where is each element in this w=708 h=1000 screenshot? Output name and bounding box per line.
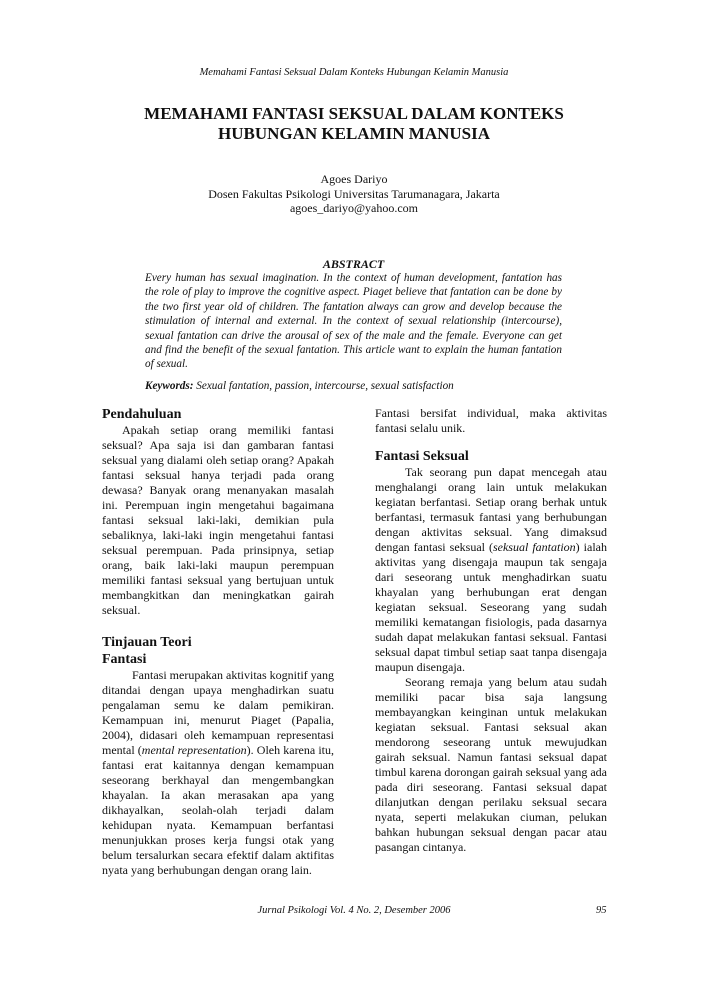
fantasi-text-2: ). Oleh karena itu, fantasi erat kaitannya dengan kemampuan seseorang berkhayal dan mengembangkan khayalan. Ia akan merasakan apa yang dikhayalkan, seolah-olah terjadi dalam kehidupan nyata. Kemampuan berfantasi menunjukkan proses kerja fungsi otak yang belum tersalurkan secara efektif dalam aktifitas nyata yang berhubungan dengan orang lain. [102, 743, 335, 877]
title-line-1: MEMAHAMI FANTASI SEKSUAL DALAM KONTEKS [144, 104, 564, 123]
fantasi-seksual-paragraph-2: Seorang remaja yang belum atau sudah memiliki pacar bisa saja langsung membayangkan keinginan untuk melakukan kegiatan seksual. Fantasi seksual akan mendorong seseorang untuk mewujudkan gairah seksual. Namun fantasi seksual dapat timbul karena dorongan gairah seksual yang ada pada diri seseorang. Fantasi seksual dapat dilanjutkan dengan perilaku seksual secara nyata, seperti melakukan ciuman, pelukan bahkan hubungan seksual dengan pacar atau pasangan cintanya. [375, 675, 607, 854]
para1-text-2: ) ialah aktivitas yang disengaja maupun tak sengaja dari seseorang untuk menghadirkan suatu khayalan yang berhubungan erat dengan kegiatan seksual. Seseorang yang sudah memiliki kematangan fisiologis, pada dasarnya sudah dapat melakukan fantasi seksual. Fantasi seksual dapat timbul setiap saat tanpa disengaja maupun disengaja. [375, 540, 607, 674]
intro-paragraph: Apakah setiap orang memiliki fantasi seksual? Apa saja isi dan gambaran fantasi seksual yang dialami oleh setiap orang? Apakah fantasi seksual hanya terjadi pada orang dewasa? Banyak orang menanyakan masalah ini. Perempuan ingin mengetahui bagaimana fantasi seksual laki-laki, demikian pula sebaliknya, laki-laki ingin mengetahui fantasi seksual perempuan. Pada prinsipnya, setiap orang, baik laki-laki maupun perempuan memiliki fantasi seksual yang bertujuan untuk membangkitkan dan meningkatkan gairah seksual. [102, 423, 334, 617]
abstract-section [145, 257, 562, 372]
page-number: 95 [596, 905, 607, 916]
abstract-heading: ABSTRACT [322, 257, 385, 271]
right-column [375, 406, 607, 855]
continuation-paragraph: Fantasi bersifat individual, maka aktivitas fantasi selalu unik. [375, 406, 607, 435]
para1-italic-term: seksual fantation [492, 540, 576, 554]
footer-journal: Jurnal Psikologi Vol. 4 No. 2, Desember 2006 [257, 905, 451, 916]
abstract-text: Every human has sexual imagination. In the context of human development, fantation has the role of play to improve the cognitive aspect. Piaget believe that fantation can be done by the two first year old of children. The fantation always can grow and develop because the stimulation of internal and external. In the context of sexual relationship (intercourse), sexual fantation can drive the arousal of sex of the male and the female. Everyone can get and find the benefit of the sexual fantation. This article want to explain the human fantation of sexual. [145, 272, 562, 371]
fantasi-text-1: Fantasi merupakan aktivitas kognitif yang ditandai dengan upaya menghadirkan suatu pengalaman semu ke dalam pemikiran. Kemampuan ini, menurut Piaget (Papalia, 2004), didasari oleh kemampuan representasi mental ( [102, 668, 334, 757]
section-heading-tinjauan-teori: Tinjauan Teori [102, 635, 192, 650]
running-header: Memahami Fantasi Seksual Dalam Konteks Hubungan Kelamin Manusia [199, 67, 509, 78]
fantasi-seksual-paragraph-1 [375, 465, 607, 675]
author-block [0, 172, 708, 216]
para1-text-1: Tak seorang pun dapat mencegah atau menghalangi orang lain untuk melakukan kegiatan berfantasi. Setiap orang berhak untuk berfantasi, termasuk fantasi yang berhubungan dengan aktivitas seksual. Yang dimaksud dengan fantasi seksual ( [375, 465, 607, 554]
fantasi-paragraph [102, 668, 334, 878]
keywords-text: Sexual fantation, passion, intercourse, sexual satisfaction [196, 380, 454, 392]
left-column [102, 406, 334, 878]
subsection-heading-fantasi: Fantasi [102, 652, 147, 667]
title-line-2: HUBUNGAN KELAMIN MANUSIA [217, 124, 490, 143]
author-name: Agoes Dariyo [320, 172, 388, 186]
keywords-label: Keywords: [145, 380, 194, 392]
page-title [60, 104, 648, 144]
author-affiliation: Dosen Fakultas Psikologi Universitas Tarumanagara, Jakarta [208, 186, 500, 201]
author-email: agoes_dariyo@yahoo.com [289, 201, 418, 215]
section-heading-fantasi-seksual: Fantasi Seksual [375, 449, 469, 464]
keywords [145, 379, 562, 393]
section-heading-pendahuluan: Pendahuluan [102, 407, 182, 422]
fantasi-italic-term: mental representation [141, 743, 247, 757]
